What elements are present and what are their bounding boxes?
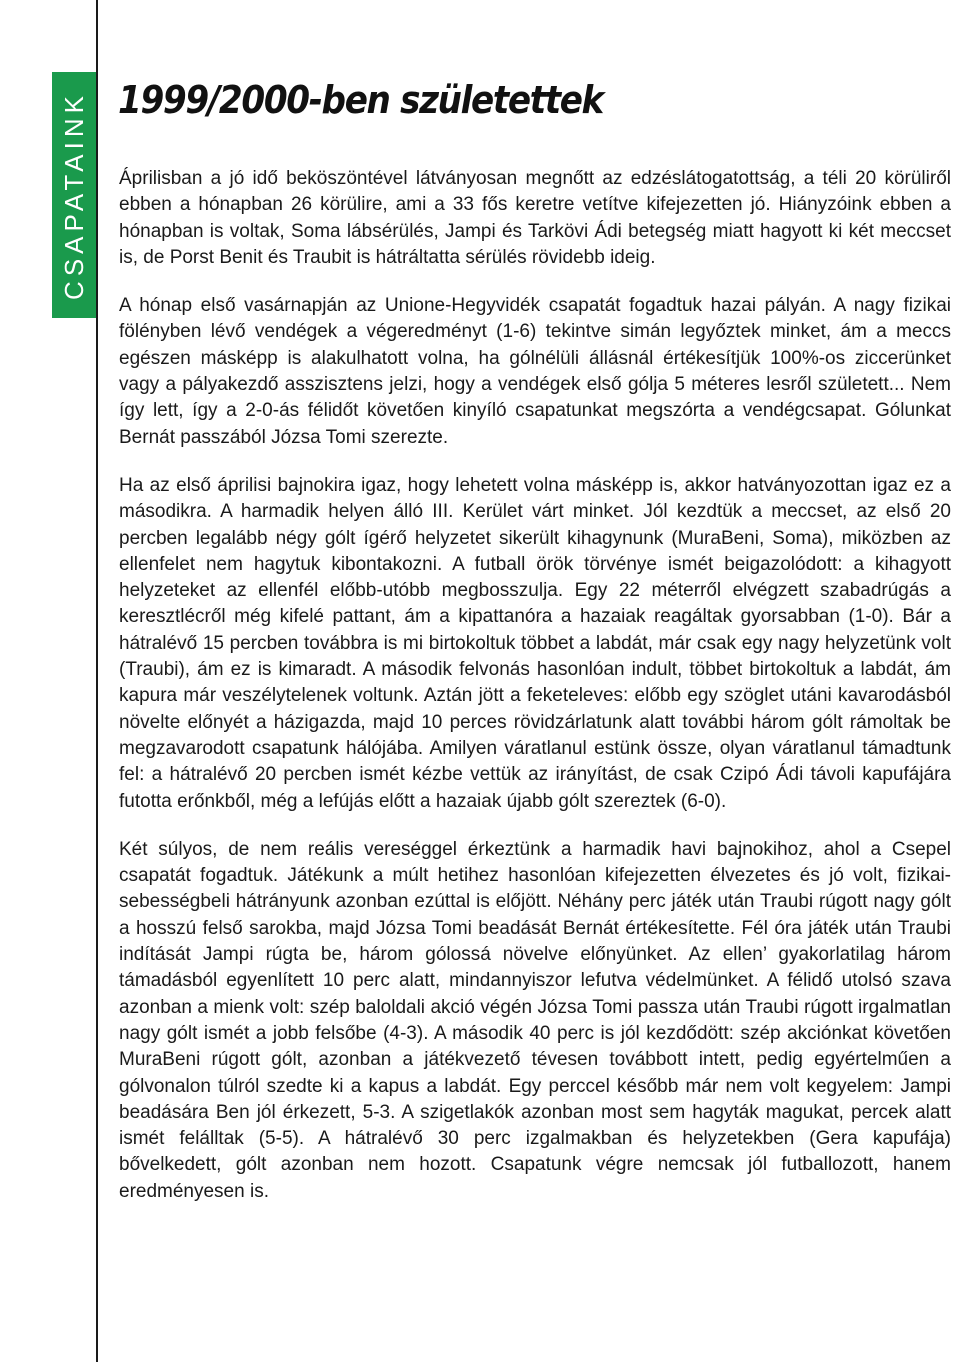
vertical-rule [96, 0, 98, 1362]
paragraph-match-unione: A hónap első vasárnapján az Unione-Hegyvidék csapatát fogadtuk hazai pályán. A nagy fizikai fölényben lévő vendégek a végeredményt (1-6) tekintve simán legyőztek minket, ám a meccs egészen másképp is alakulhatott volna, ha gólnélüli állásnál értékesítjük 100%-os ziccerünket vagy a pályakezdő asszisztens jelzi, hogy a vendégek első gólja 5 méteres lesről született... Nem így lett, így a 2-0-ás félidőt követően kinyíló csapatunkat megszórta a vendégcsapat. Gólunkat Bernát passzából Józsa Tomi szerezte. [119, 295, 951, 448]
section-label: CSAPATAINK [58, 90, 89, 300]
paragraph-match-csepel: Két súlyos, de nem reális vereséggel érkeztünk a harmadik havi bajnokihoz, ahol a Csepel csapatát fogadtuk. Játékunk a múlt hetihez hasonlóan kifejezetten élvezetes és jó volt, fizikai-sebességbeli hátrányunk azonban ezúttal is előjött. Néhány perc játék után Traubi rúgott nagy gólt a hosszú felső sarokba, majd Józsa Tomi beadását Bernát értékesítette. Fél óra játék után Traubi indítását Jampi rúgta be, három gólossá növelve előnyünket. Az ellen’ gyakorlatilag három támadásból egyenlített 10 perc alatt, mindannyiszor lefutva védelmünket. A félidő utolsó szava azonban a mienk volt: szép baloldali akció végén Józsa Tomi passza után Traubi rúgott irgalmatlan nagy gólt ismét a jobb felsőbe (4-3). A második 40 perc is jól kezdődött: szép akciónkat követően MuraBeni rúgott gólt, azonban a játékvezető tévesen továbbott intett, pedig egyértelműen a gólvonalon túlról szedte ki a kapus a labdát. Egy perccel később már nem volt kegyelem: Jampi beadására Ben jól érkezett, 5-3. A szigetlakók azonban most sem hagyták magukat, percek alatt ismét felálltak (5-5). A hátralévő 30 perc izgalmakban és helyzetekben (Gera kapufája) bővelkedett, gólt azonban nem hozott. Csapatunk végre nemcsak jól futballozott, hanem eredményesen is. [119, 838, 951, 1202]
article-title: 1999/2000-ben születettek [118, 78, 603, 122]
article-body [119, 166, 951, 1227]
section-tab [52, 72, 96, 318]
paragraph-attendance: Áprilisban a jó idő beköszöntével látványosan megnőtt az edzéslátogatottság, a téli 20 körüliről ebben a hónapban 26 körülire, ami a 33 fős keretre vetítve kifejezetten jó. Hiányzóink ebben a hónapban is voltak, Soma lábsérülés, Jampi és Tarkövi Ádi betegség miatt hagyott ki két meccset is, de Porst Benit és Traubit is hátráltatta sérülés rövidebb ideig. [119, 168, 951, 268]
paragraph-match-kerulet: Ha az első áprilisi bajnokira igaz, hogy lehetett volna másképp is, akkor hatványozottan igaz ez a másodikra. A harmadik helyen álló III. Kerület várt minket. Jól kezdtük a meccset, az első 20 percben legalább négy gólt ígérő helyzetet sikerült kihagynunk (MuraBeni, Soma), miközben az ellenfelet nem hagytuk kibontakozni. A futball örök törvénye ismét beigazolódott: a kihagyott helyzeteket az ellenfél előbb-utóbb megbosszulja. Egy 22 méterről elvégzett szabadrúgás a keresztlécről még kifelé pattant, ám a kipattanóra a hazaiak reagáltak gyorsabban (1-0). Bár a hátralévő 15 percben továbbra is mi birtokoltuk többet a labdát, már csak egy nagy helyzetünk volt (Traubi), ám ez is kimaradt. A második felvonás hasonlóan indult, többet birtokoltuk a labdát, ám kapura már veszélytelenek voltunk. Aztán jött a feketeleves: előbb egy szöglet utáni kavarodásból növelte előnyét a házigazda, majd 10 perces rövidzárlatunk alatt további három gólt rámoltak be megzavarodott csapatunk hálójába. Amilyen váratlanul estünk össze, olyan váratlanul támadtunk fel: a hátralévő 20 percben ismét kézbe vettük az irányítást, de csak Czipó Ádi távoli kapufájára futotta erőnkből, még a lefújás előtt a hazaiak újabb gólt szereztek (6-0). [119, 474, 951, 812]
